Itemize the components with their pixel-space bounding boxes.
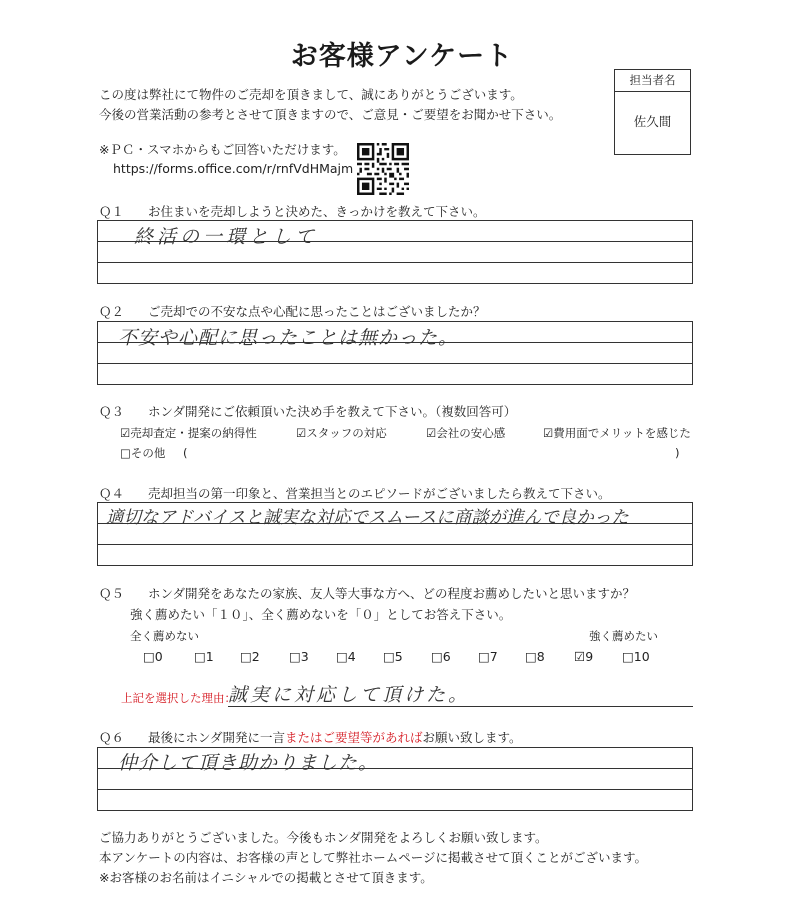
q2-answer: 不安や心配に思ったことは無かった。	[118, 327, 459, 349]
q1-answer-box[interactable]	[97, 220, 693, 284]
q6-answer-box[interactable]	[97, 747, 693, 811]
rating-option-7[interactable]: □7	[478, 649, 498, 664]
q5-low-label: 全く薦めない	[130, 629, 199, 643]
rating-option-1[interactable]: □1	[194, 649, 214, 664]
online-note: ※ＰＣ・スマホからもご回答いただけます。	[99, 142, 346, 157]
q1-question: お住まいを売却しようと決めた、きっかけを教えて下さい。	[148, 204, 486, 219]
qr-code-icon[interactable]	[357, 143, 409, 195]
closing-line-1: ご協力ありがとうございました。今後もホンダ開発をよろしくお願い致します。	[99, 830, 548, 845]
closing-line-2: 本アンケートの内容は、お客様の声として弊社ホームページに掲載させて頂くことがございます。	[99, 850, 648, 865]
q4-answer-box[interactable]	[97, 502, 693, 566]
q4-question: 売却担当の第一印象と、営業担当とのエピソードがございましたら教えて下さい。	[148, 486, 611, 501]
rating-option-6[interactable]: □6	[431, 649, 451, 664]
q5-reason-label: 上記を選択した理由：	[121, 691, 236, 705]
divider	[98, 544, 692, 545]
form-url[interactable]: https://forms.office.com/r/rnfVdHMajm	[113, 161, 354, 176]
q1-number: Ｑ１	[99, 204, 125, 219]
rating-option-10[interactable]: □10	[622, 649, 650, 664]
q5-reason-underline	[228, 706, 693, 707]
divider	[98, 262, 692, 263]
q2-answer-box[interactable]	[97, 321, 693, 385]
q2-question: ご売却での不安な点や心配に思ったことはございましたか？	[148, 304, 486, 319]
q5-question: ホンダ開発をあなたの家族、友人等大事な方へ、どの程度お薦めしたいと思いますか？	[148, 586, 636, 601]
q6-question-part-b: お願い致します。	[422, 730, 522, 745]
q4-answer: 適切なアドバイスと誠実な対応でスムースに商談が進んで良かった	[106, 508, 629, 528]
q6-question	[148, 729, 522, 747]
closing-line-3: ※お客様のお名前はイニシャルでの掲載とさせて頂きます。	[99, 870, 433, 885]
rating-option-0[interactable]: □0	[143, 649, 163, 664]
q3-option-proposal[interactable]: ☑売却査定・提案の納得性	[120, 426, 257, 440]
intro-line-2: 今後の営業活動の参考とさせて頂きますので、ご意見・ご要望をお聞かせ下さい。	[99, 107, 562, 122]
q5-instruction: 強く薦めたい「１０」、全く薦めないを「０」としてお答え下さい。	[130, 607, 512, 622]
intro-line-1: この度は弊社にて物件のご売却を頂きまして、誠にありがとうございます。	[99, 87, 523, 102]
q6-number: Ｑ６	[99, 730, 125, 745]
q3-question: ホンダ開発にご依頼頂いた決め手を教えて下さい。（複数回答可）	[148, 404, 517, 419]
rating-option-3[interactable]: □3	[289, 649, 309, 664]
q3-option-cost[interactable]: ☑費用面でメリットを感じた	[543, 426, 691, 440]
q6-question-part-a: 最後にホンダ開発に一言	[148, 730, 286, 745]
q3-other-paren-close: )	[675, 446, 680, 460]
q1-answer: 終活の一環として	[134, 226, 319, 248]
rating-option-8[interactable]: □8	[525, 649, 545, 664]
q3-number: Ｑ３	[99, 404, 125, 419]
q5-high-label: 強く薦めたい	[589, 629, 658, 643]
q6-question-emphasis: またはご要望等があれば	[285, 730, 423, 745]
rating-option-2[interactable]: □2	[240, 649, 260, 664]
q5-number: Ｑ５	[99, 586, 125, 601]
q6-answer: 仲介して頂き助かりました。	[118, 752, 379, 774]
q3-other-paren-open: (	[183, 446, 188, 460]
q3-option-staff[interactable]: ☑スタッフの対応	[296, 426, 387, 440]
q2-number: Ｑ２	[99, 304, 125, 319]
page-title: お客様アンケート	[290, 41, 514, 72]
q3-option-other[interactable]: □その他	[120, 446, 166, 460]
staff-header: 担当者名	[615, 70, 690, 92]
q5-reason: 誠実に対応して頂けた。	[228, 684, 471, 706]
divider	[98, 789, 692, 790]
staff-name: 佐久間	[633, 114, 672, 129]
staff-name-box	[614, 69, 691, 155]
rating-option-5[interactable]: □5	[383, 649, 403, 664]
divider	[98, 363, 692, 364]
rating-option-4[interactable]: □4	[336, 649, 356, 664]
q4-number: Ｑ４	[99, 486, 125, 501]
rating-option-9[interactable]: ☑9	[574, 649, 594, 664]
q3-option-company[interactable]: ☑会社の安心感	[426, 426, 506, 440]
